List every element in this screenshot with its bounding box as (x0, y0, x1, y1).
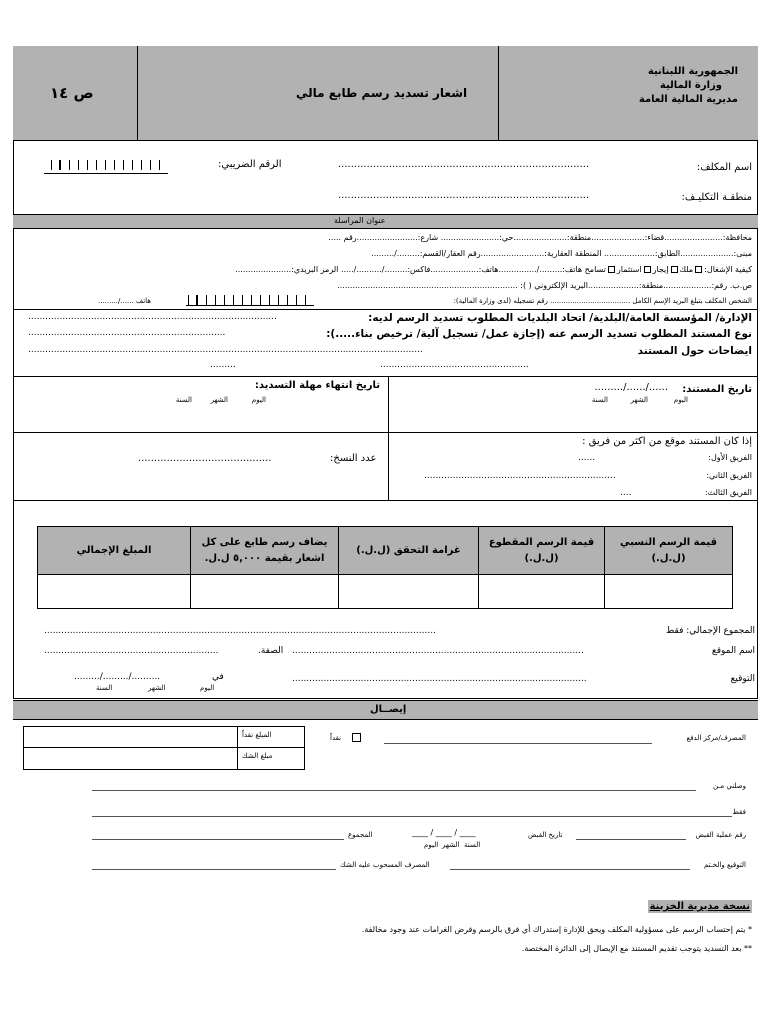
registration-boxes[interactable] (186, 295, 314, 306)
parties-intro: إذا كان المستند موقع من اكثر من فريق : (582, 436, 752, 447)
sign-date-field[interactable]: ........../........./......... (74, 672, 161, 682)
admin-label: الإدارة/ المؤسسة العامة/البلدية/ اتحاد البلديات المطلوب تسديد الرسم لديه: (368, 312, 752, 324)
notify-phone[interactable]: هاتف ....../......... (98, 297, 151, 305)
drawee-bank-field[interactable] (92, 869, 336, 870)
stamp-addition-cell[interactable] (191, 575, 339, 609)
received-from-label: وصلني مـن (713, 782, 746, 790)
receipt-total-label: المجموع (348, 831, 373, 839)
party-second-field[interactable]: ................................................................... (424, 471, 616, 481)
footer-note-1: * يتم إحتساب الرسم على مسؤولية المكلف ويحق للإدارة إستدراك أي فرق بالرسم وفرض الغرامات عند وجود مخالفة. (361, 925, 752, 934)
correspondence-title: عنوان المراسلة (334, 216, 386, 225)
region-label: منطقـة التكليـف: (681, 192, 752, 203)
admin-field[interactable]: ....................................................................................... (28, 312, 277, 322)
signature-stamp-field[interactable] (450, 869, 690, 870)
copies-field[interactable]: .......................................... (138, 453, 272, 464)
header-fixed-fee: قيمة الرسم المقطوع (ل.ل.) (479, 527, 605, 575)
invest-checkbox[interactable] (644, 266, 651, 273)
republic-label: الجمهورية اللبنانية (647, 66, 738, 77)
region-field[interactable]: ............................................................................... (338, 190, 590, 201)
address-line-1[interactable]: محافظة:.......................قضاء:.....................منطقة:.....................حي:....................... شارع:........................رقم ..... (328, 233, 752, 242)
sign-date-year: السنة (96, 684, 113, 692)
penalty-cell[interactable] (339, 575, 479, 609)
deadline-year: السنة (175, 396, 192, 404)
address-line-4[interactable]: ص.ب. رقم:...................منطقة:....................البريد الإلكتروني ( ): ....................................................................... (337, 281, 752, 290)
party-third-label: الفريق الثالث: (704, 488, 752, 497)
taxpayer-name-label: اسم المكلف: (696, 162, 752, 173)
deadline-month: الشهر (210, 396, 228, 404)
treasury-copy-label: نسخة مديرية الخزينة (649, 901, 750, 912)
deadline-label: تاريخ انتهاء مهلة التسديد: (254, 380, 380, 391)
party-second-label: الفريق الثاني: (706, 471, 752, 480)
tolerance-checkbox[interactable] (608, 266, 615, 273)
sign-date-month: الشهر (148, 684, 166, 692)
fixed-fee-cell[interactable] (479, 575, 605, 609)
cash-checkbox[interactable] (352, 733, 361, 742)
signature-stamp-label: التوقيع والخـتم (703, 861, 746, 869)
header-total-amount: المبلغ الإجمالي (38, 527, 191, 575)
doc-date-year: السنة (591, 396, 608, 404)
in-label: في (212, 672, 224, 682)
form-code: ص ١٤ (50, 84, 94, 102)
signature-field[interactable]: ....................................................................................................... (292, 674, 587, 684)
sign-date-day: اليوم (200, 684, 215, 692)
rent-checkbox[interactable] (671, 266, 678, 273)
document-type-field[interactable]: ..................................................................... (28, 328, 226, 338)
doc-date-day: اليوم (673, 396, 688, 404)
signer-name-label: اسم الموقع (711, 646, 755, 656)
collect-date-field[interactable]: ____ / ____ / ____ (412, 828, 476, 837)
notify-person-line[interactable]: الشخص المكلف بتبلغ البريد الإسم الكامل .................................... رقم تسجيله (لدى وزارة المالية): (453, 297, 752, 305)
doc-date-label: تاريخ المستند: (682, 384, 752, 395)
capacity-label: الصفة. (258, 646, 284, 656)
header-proportional-fee: قيمة الرسم النسبي (ل.ل.) (605, 527, 733, 575)
bank-field[interactable] (384, 743, 652, 744)
drawee-bank-label: المصرف المسحوب عليه الشك (340, 861, 430, 869)
deadline-day: اليوم (251, 396, 266, 404)
ministry-label: وزارة المالية (659, 80, 722, 91)
form-title: اشعار تسديد رسم طابع مالي (296, 86, 468, 100)
total-amount-cell[interactable] (38, 575, 191, 609)
taxpayer-name-field[interactable]: ............................................................................... (338, 159, 590, 170)
check-amount-label: مبلغ الشك (242, 752, 273, 760)
directorate-label: مديرية المالية العامة (638, 94, 738, 105)
document-type-label: نوع المستند المطلوب تسديد الرسم عنه (إجازة عمل/ تسجيل آلية/ ترخيص بناء.....): (326, 328, 752, 340)
op-number-label: رقم عملية القبض (695, 831, 746, 839)
header-stamp-addition: يضاف رسم طابع على كل اشعار بقيمة ٥,٠٠٠ ل.ل. (191, 527, 339, 575)
received-from-field[interactable] (92, 790, 696, 791)
proportional-fee-cell[interactable] (605, 575, 733, 609)
footer-note-2: ** بعد التسديد يتوجب تقديم المستند مع الإيصال إلى الدائرة المختصة. (521, 944, 752, 953)
collect-date-year: السنة (464, 841, 481, 849)
signer-name-field[interactable]: ...................................................................................................... (292, 646, 584, 656)
signature-label: التوقيع (730, 674, 755, 684)
fee-calculation-table (37, 526, 733, 609)
party-first-field[interactable]: ...... (578, 453, 596, 463)
document-notes-field[interactable]: .......................................................................................................................................... (28, 345, 423, 355)
occupancy-line[interactable]: كيفية الإشغال:ملكإيجاراستثمارتسامح هاتف:........./...............هاتف:...................فاكس:........./........../..... الرمز البريدي:...................... (235, 265, 752, 274)
document-notes-label: ايضاحات حول المستند (637, 345, 752, 357)
doc-date-field[interactable]: ....../....../......... (594, 382, 668, 393)
receipt-total-field[interactable] (92, 839, 344, 840)
op-number-field[interactable] (576, 839, 686, 840)
cash-amount-label: المبلغ نقداً (242, 731, 272, 739)
only-field[interactable] (92, 816, 732, 817)
tax-number-boxes[interactable] (44, 160, 168, 174)
only-label: فقط (732, 808, 746, 816)
total-words-label: المجموع الإجمالي: فقط (665, 626, 755, 636)
cash-amount-input[interactable] (24, 727, 236, 746)
party-third-field[interactable]: .... (620, 488, 632, 498)
cash-label: نقداً (330, 734, 342, 742)
party-first-label: الفريق الأول: (708, 453, 752, 462)
capacity-field[interactable]: ............................................................. (44, 646, 219, 656)
bank-label: المصرف/مركز الدفع (686, 734, 746, 742)
collect-date-month: الشهر (442, 841, 460, 849)
header-penalty: غرامة التحقق (ل.ل.) (339, 527, 479, 575)
collect-date-day: اليوم (424, 841, 439, 849)
address-line-2[interactable]: مبنى:.....................الطابق:.................... المنطقة العقارية:.........................رقم العقار/القسم:........./......... (371, 249, 752, 258)
collect-date-label: تاريخ القبض (528, 831, 563, 839)
own-checkbox[interactable] (695, 266, 702, 273)
tax-number-label: الرقم الضريبي: (218, 159, 282, 170)
doc-date-month: الشهر (630, 396, 648, 404)
receipt-title: إيصــال (370, 704, 407, 715)
copies-label: عدد النسخ: (330, 453, 377, 464)
check-amount-input[interactable] (24, 748, 236, 769)
total-words-field[interactable]: ......................................................................................................................................... (44, 626, 436, 636)
